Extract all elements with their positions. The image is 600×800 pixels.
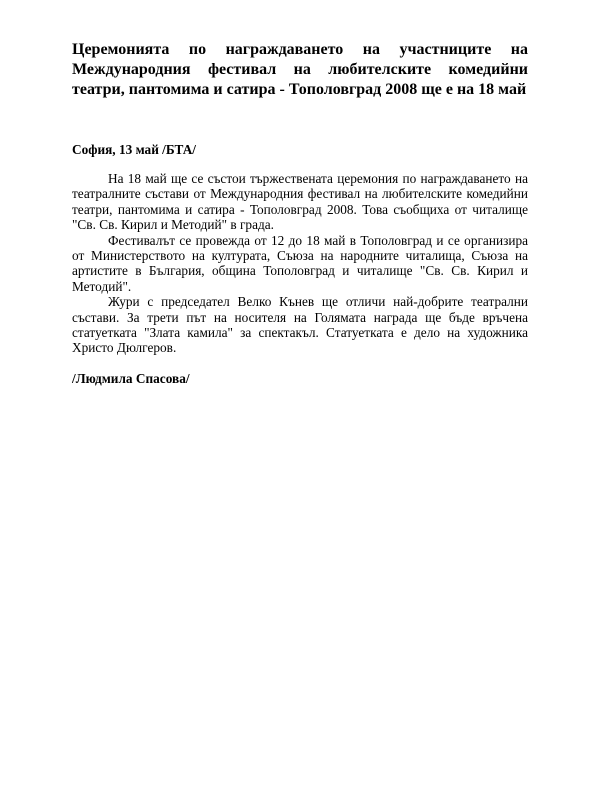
article-paragraph: На 18 май ще се състои тържествената церемония по награждаването на театралните състави от Международния фестивал на любителските комедийни театри, пантомима и сатира - Тополовград 2008. Това съобщиха от читалище "Св. Св. Кирил и Методий" в града. [72,171,528,233]
article-dateline: София, 13 май /БТА/ [72,142,196,157]
article-paragraph: Фестивалът се провежда от 12 до 18 май в Тополовград и се организира от Министерството на културата, Съюза на народните читалища, Съюза на артистите в България, община Тополовград и читалище "Св. Св. Кирил и Методий". [72,232,528,294]
article-headline: Церемонията по награждаването на участниците на Международния фестивал на любителските комедийни театри, пантомима и сатира - Тополовград 2008 ще е на 18 май [72,41,528,98]
document-page [72,40,528,386]
article-body [72,171,528,356]
article-author: /Людмила Спасова/ [72,371,190,386]
article-paragraph: Жури с председател Велко Кънев ще отличи най-добрите театрални състави. За трети път на носителя на Голямата награда ще бъде връчена статуетката "Злата камила" за спектакъл. Статуетката е дело на художника Христо Дюлгеров. [72,294,528,356]
